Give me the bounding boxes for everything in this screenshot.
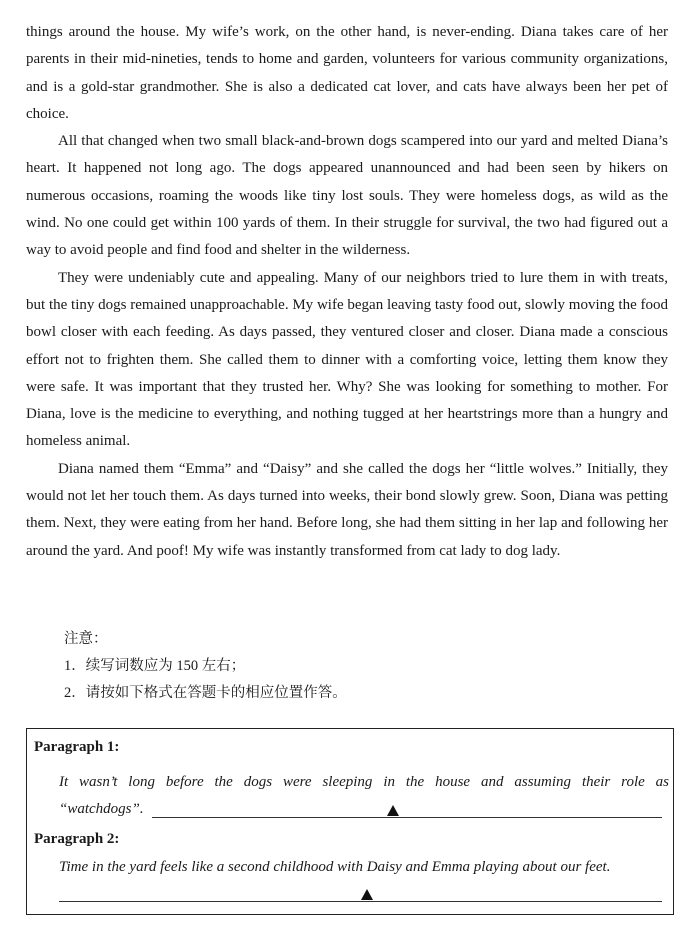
note-item-word-count: 1．续写词数应为 150 左右； <box>64 658 246 674</box>
continue-writing-triangle-icon <box>361 889 373 900</box>
paragraph-2-heading: Paragraph 2: <box>34 831 120 847</box>
passage-paragraph-2: All that changed when two small black-and-brown dogs scampered into our yard and melted Diana’s heart. It happened not long ago. The dogs appeared unannounced and had been seen by hikers on numerous occasions, roaming the woods like tiny lost souls. They were homeless dogs, as wild as the wind. No one could get within 100 yards of them. In their struggle for survival, the two had figured out a way to avoid people and find food and shelter in the wilderness. <box>26 133 668 259</box>
instructions-notes <box>64 626 347 707</box>
paragraph-1-writing-line[interactable] <box>152 817 662 818</box>
paragraph-1-starter-line-1: It wasn’t long before the dogs were sleeping in the house and assuming their role as <box>59 774 669 790</box>
note-item-format: 2．请按如下格式在答题卡的相应位置作答。 <box>64 685 347 701</box>
paragraph-1-starter-line-2: “watchdogs”. <box>59 801 144 817</box>
paragraph-1-heading: Paragraph 1: <box>34 739 120 755</box>
answer-format-box <box>26 728 674 915</box>
paragraph-2-starter: Time in the yard feels like a second childhood with Daisy and Emma playing about our feet. <box>59 859 611 875</box>
story-passage <box>26 19 668 565</box>
paragraph-2-writing-line[interactable] <box>59 901 662 902</box>
continue-writing-triangle-icon <box>387 805 399 816</box>
notes-heading: 注意： <box>64 631 108 647</box>
passage-paragraph-4: Diana named them “Emma” and “Daisy” and she called the dogs her “little wolves.” Initially, they would not let her touch them. As days turned into weeks, their bond slowly grew. Soon, Diana was petting them. Next, they were eating from her hand. Before long, she had them sitting in her lap and following her around the yard. And poof! My wife was instantly transformed from cat lady to dog lady. <box>26 460 668 559</box>
passage-paragraph-3: They were undeniably cute and appealing. Many of our neighbors tried to lure them in with treats, but the tiny dogs remained unapproachable. My wife began leaving tasty food out, slowly moving the food bowl closer with each feeding. As days passed, they ventured closer and closer. Diana made a conscious effort not to frighten them. She called them to dinner with a comforting voice, letting them know they were safe. It was important that they trusted her. Why? She was looking for something to mother. For Diana, love is the medicine to everything, and nothing tugged at her heartstrings more than a hungry and homeless animal. <box>26 269 668 450</box>
passage-paragraph-1: things around the house. My wife’s work, on the other hand, is never-ending. Diana takes care of her parents in their mid-nineties, tends to home and garden, volunteers for various community organizations, and is a gold-star grandmother. She is also a dedicated cat lover, and cats have always been her pet of choice. <box>26 24 668 122</box>
